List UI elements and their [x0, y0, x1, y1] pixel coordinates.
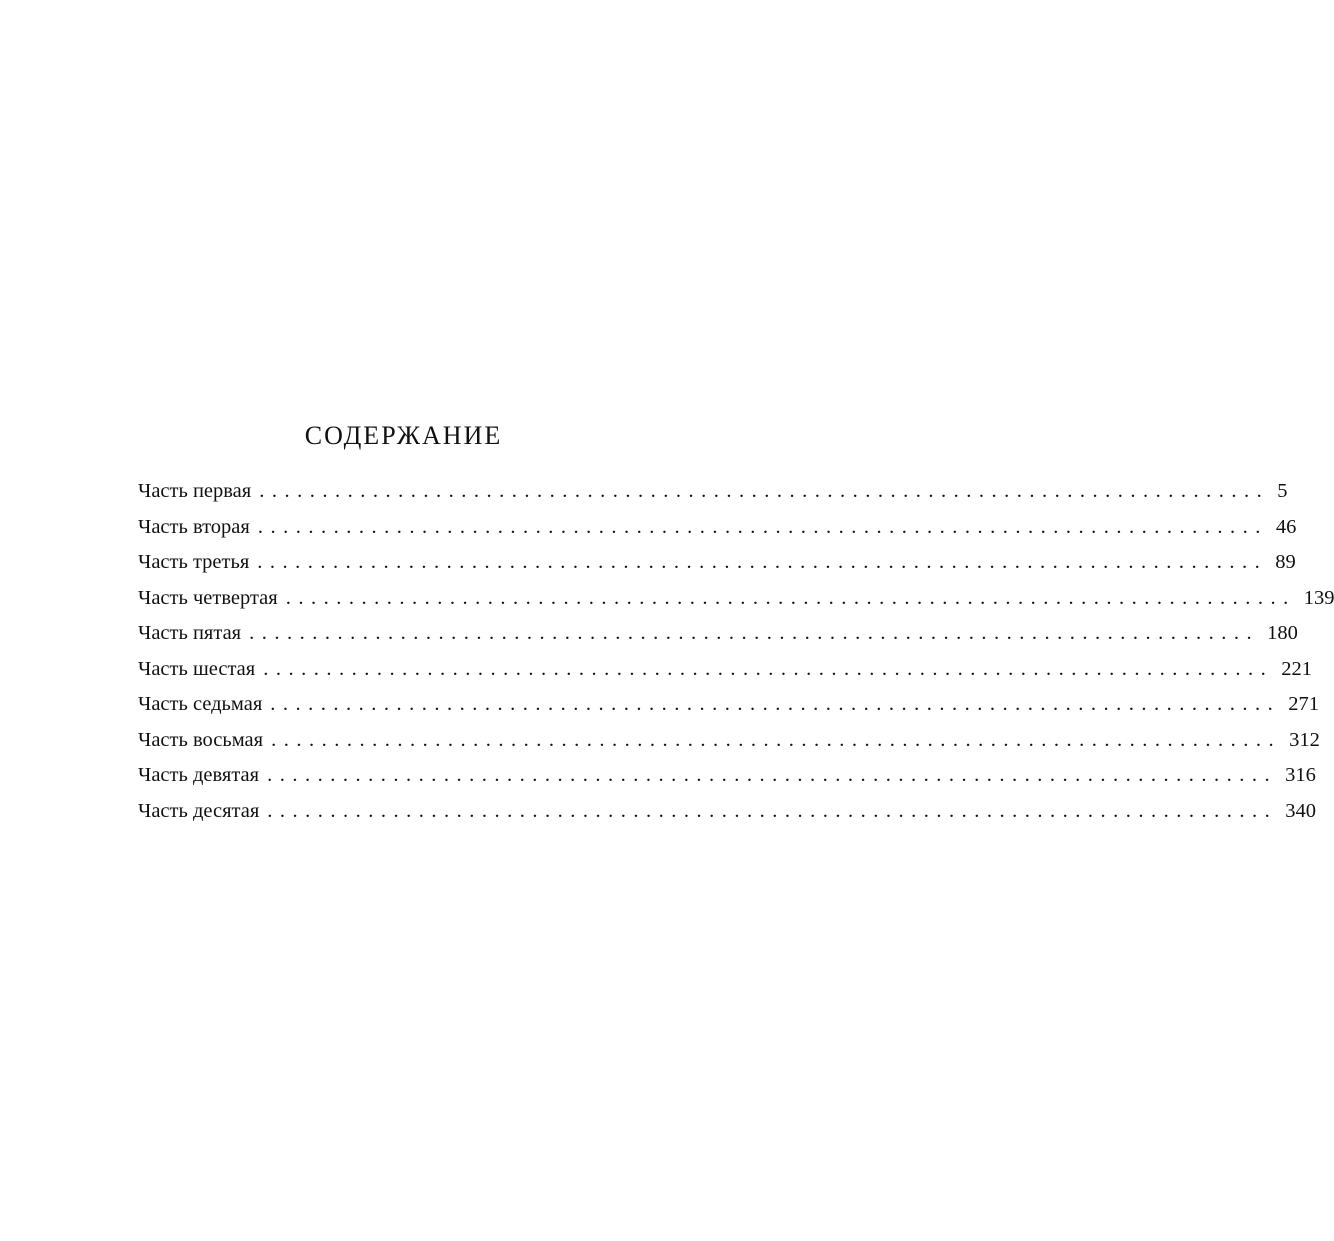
dot-leader: ................................................................................ — [263, 657, 1274, 680]
dot-leader: ................................................................................ — [285, 586, 1296, 609]
toc-entry-label: Часть четвертая — [138, 586, 278, 609]
toc-entry-page: 340 — [1285, 799, 1317, 822]
toc-entry-label: Часть вторая — [138, 515, 250, 538]
toc-entry-page: 221 — [1281, 657, 1312, 680]
toc-entry — [138, 758, 1316, 794]
toc-entry-page: 89 — [1275, 551, 1296, 573]
toc-entry-label: Часть третья — [138, 551, 250, 573]
dot-leader: ................................................................................ — [257, 551, 1268, 573]
dot-leader: ................................................................................ — [259, 480, 1270, 502]
toc-entry — [138, 794, 1317, 830]
toc-entry — [138, 687, 1320, 723]
toc-entry-page: 271 — [1288, 693, 1320, 715]
toc-entry-label: Часть седьмая — [138, 693, 263, 715]
toc-entry — [138, 652, 1312, 688]
dot-leader: ................................................................................ — [249, 622, 1260, 644]
table-of-contents — [138, 418, 1334, 829]
toc-entry-page: 139 — [1303, 586, 1334, 609]
toc-entry-label: Часть пятая — [138, 622, 242, 644]
toc-entry — [138, 616, 1298, 652]
toc-entry-page: 5 — [1277, 480, 1288, 502]
toc-entry-label: Часть десятая — [138, 799, 260, 822]
dot-leader: ................................................................................ — [271, 728, 1282, 751]
toc-title: СОДЕРЖАНИЕ — [304, 421, 503, 450]
dot-leader: ................................................................................ — [267, 764, 1278, 786]
toc-entry-label: Часть девятая — [138, 764, 260, 786]
dot-leader: ................................................................................ — [270, 693, 1281, 715]
toc-entry-page: 46 — [1275, 515, 1297, 538]
toc-entry — [138, 723, 1320, 759]
dot-leader: ................................................................................ — [257, 515, 1268, 538]
toc-entry-label: Часть первая — [138, 480, 252, 502]
toc-entry-page: 180 — [1267, 622, 1298, 644]
toc-entry-page: 312 — [1289, 728, 1320, 751]
toc-entry — [138, 510, 1297, 546]
dot-leader: ................................................................................ — [267, 799, 1278, 822]
toc-entry — [138, 474, 1288, 510]
toc-entry-label: Часть шестая — [138, 657, 256, 680]
toc-list — [138, 474, 1334, 829]
toc-entry — [138, 545, 1296, 581]
toc-entry-page: 316 — [1285, 764, 1316, 786]
toc-entry — [138, 581, 1334, 617]
toc-entry-label: Часть восьмая — [138, 728, 264, 751]
